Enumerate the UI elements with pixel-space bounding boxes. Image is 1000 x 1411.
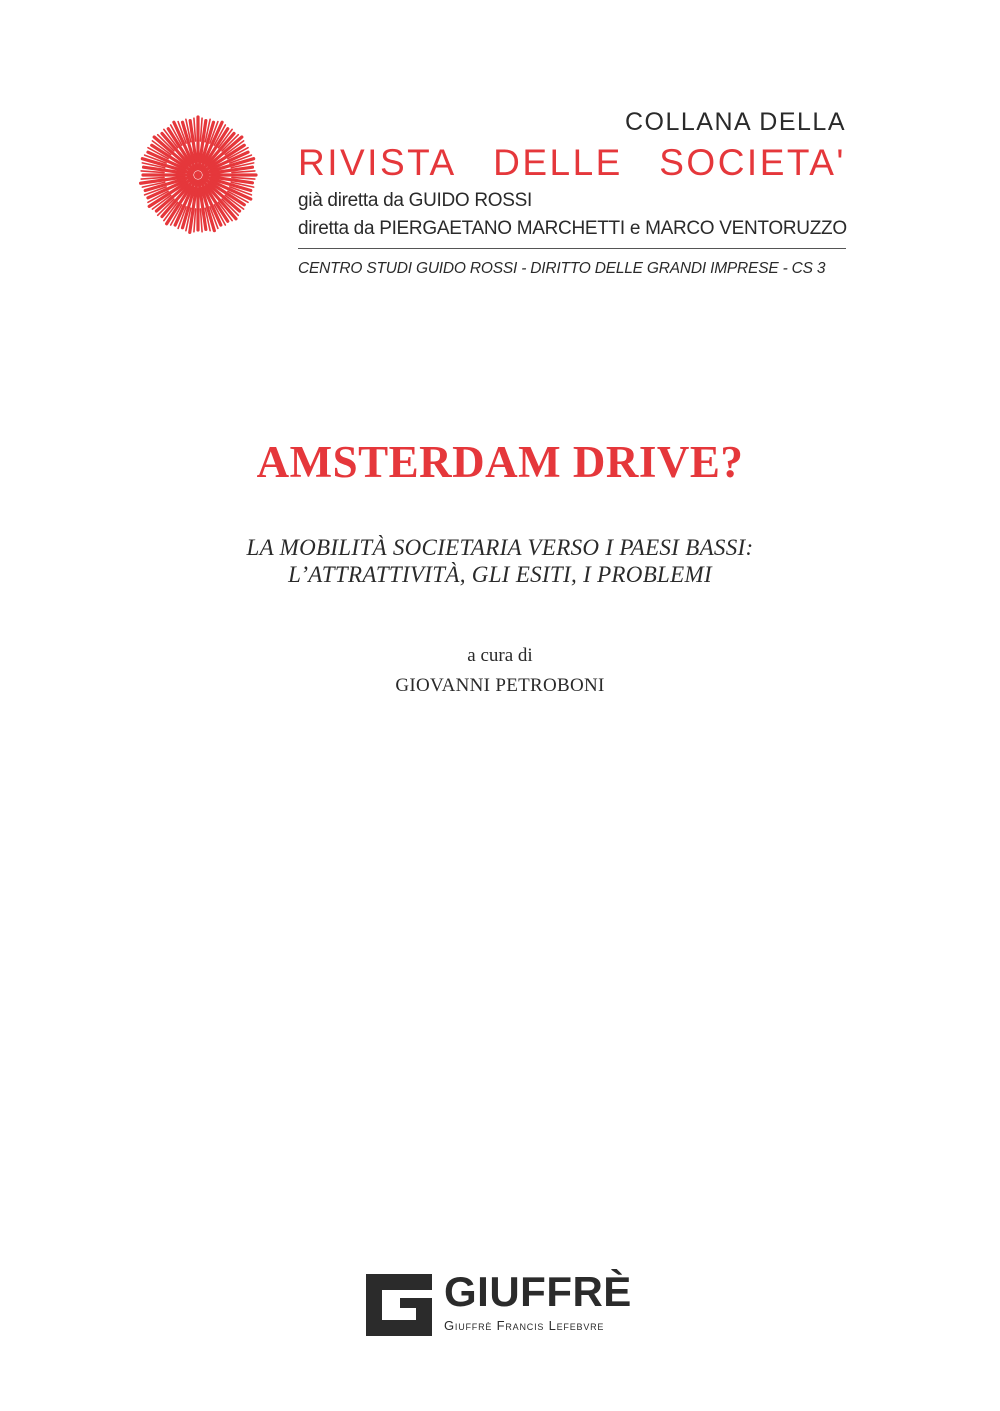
header-divider: [298, 248, 846, 249]
curator-label: a cura di: [467, 645, 533, 666]
series-title-word: SOCIETA': [659, 142, 846, 183]
publisher-logo: [366, 1268, 632, 1338]
book-subtitle-line-1: LA MOBILITÀ SOCIETARIA VERSO I PAESI BASSI:: [246, 535, 754, 560]
series-title: [298, 142, 846, 184]
book-title: AMSTERDAM DRIVE?: [256, 437, 744, 487]
centro-studi-line: CENTRO STUDI GUIDO ROSSI - DIRITTO DELLE GRANDI IMPRESE - CS 3: [298, 260, 826, 277]
curator-name: GIOVANNI PETROBONI: [395, 675, 605, 696]
series-title-word: RIVISTA: [298, 142, 457, 183]
series-collana-label: COLLANA DELLA: [625, 108, 846, 136]
publisher-name: GIUFFRÈ: [444, 1268, 632, 1315]
publisher-subname: Giuffrè Francis Lefebvre: [444, 1318, 605, 1333]
book-subtitle-line-2: L’ATTRATTIVITÀ, GLI ESITI, I PROBLEMI: [288, 562, 712, 587]
radial-sunburst-logo-icon: [138, 115, 258, 235]
former-director-line: già diretta da GUIDO ROSSI: [298, 190, 533, 211]
giuffre-mark-icon: [366, 1274, 432, 1336]
directors-line: diretta da PIERGAETANO MARCHETTI e MARCO VENTORUZZO: [298, 218, 847, 239]
series-title-word: DELLE: [493, 142, 623, 183]
